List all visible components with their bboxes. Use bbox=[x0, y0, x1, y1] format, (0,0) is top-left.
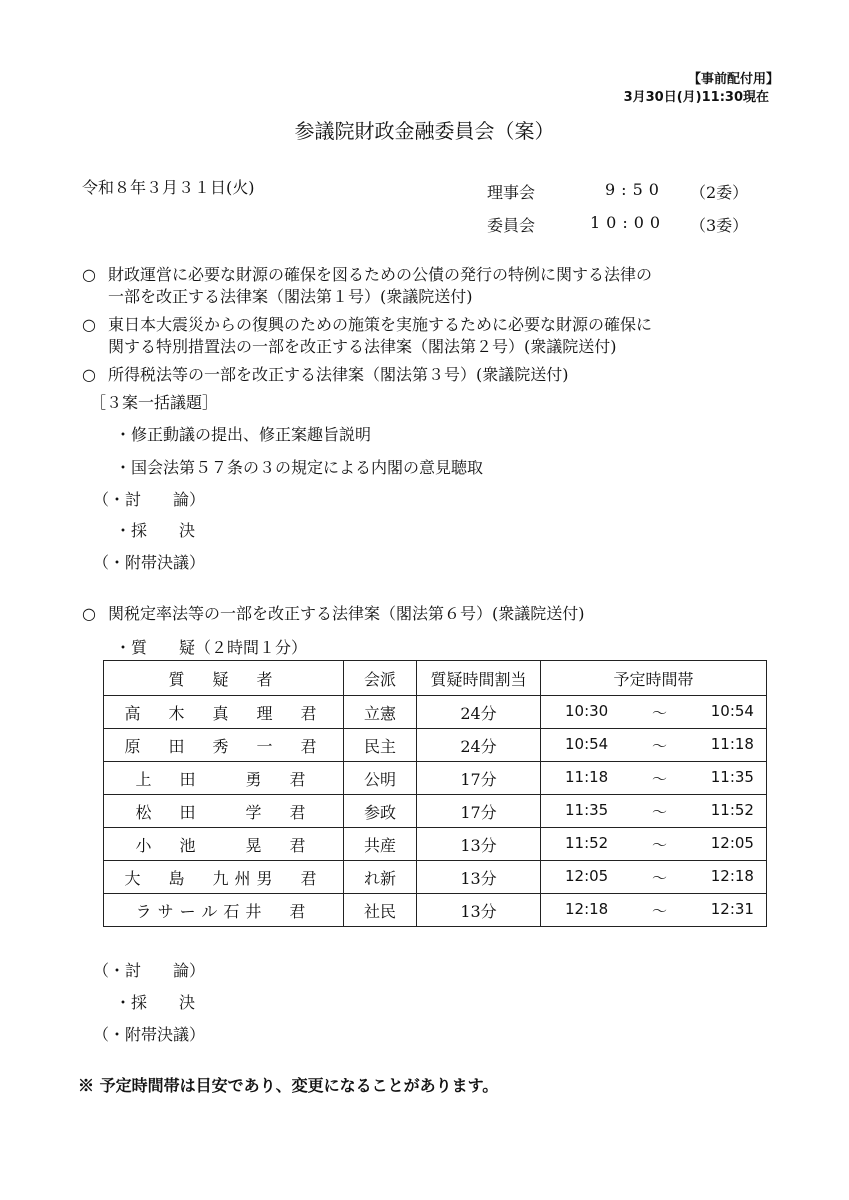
time-slot bbox=[541, 861, 767, 894]
slot-separator: ～ bbox=[651, 901, 667, 920]
table-row bbox=[104, 729, 767, 762]
slot-end: 12:18 bbox=[710, 866, 754, 885]
slot-separator: ～ bbox=[651, 835, 667, 854]
table-row bbox=[104, 828, 767, 861]
slot-end: 11:18 bbox=[710, 734, 754, 753]
agenda-item-2 bbox=[82, 314, 652, 358]
slot-end: 12:05 bbox=[710, 833, 754, 852]
slot-start: 12:05 bbox=[565, 866, 609, 885]
meeting-date: 令和８年３月３１日(火) bbox=[82, 178, 255, 197]
table-header-row bbox=[104, 661, 767, 696]
step-vote-2: ・採 決 bbox=[115, 993, 196, 1012]
step-debate: （・討 論） bbox=[93, 490, 206, 509]
circle-marker: ○ bbox=[82, 315, 96, 334]
questioner-name: 原 田 秀 一 君 bbox=[104, 729, 344, 762]
faction: れ新 bbox=[344, 861, 417, 894]
faction: 社民 bbox=[344, 894, 417, 927]
header-timeslot: 予定時間帯 bbox=[541, 661, 767, 696]
agenda-item-4-text: 関税定率法等の一部を改正する法律案（閣法第６号）(衆議院送付) bbox=[108, 604, 585, 623]
step-amendment: ・修正動議の提出、修正案趣旨説明 bbox=[115, 425, 372, 444]
step-resolution: （・附帯決議） bbox=[93, 553, 206, 572]
schedule-label-committee: 委員会 bbox=[487, 216, 536, 235]
slot-end: 11:35 bbox=[710, 767, 754, 786]
table-row bbox=[104, 795, 767, 828]
slot-separator: ～ bbox=[651, 868, 667, 887]
faction: 立憲 bbox=[344, 696, 417, 729]
time-allocation: 13分 bbox=[417, 828, 541, 861]
slot-start: 11:18 bbox=[565, 767, 609, 786]
bracket-heading: ［３案一括議題］ bbox=[90, 393, 219, 412]
agenda-item-1 bbox=[82, 264, 652, 308]
agenda-item-3 bbox=[82, 364, 569, 386]
page-title: 参議院財政金融委員会（案） bbox=[294, 119, 555, 143]
time-slot bbox=[541, 795, 767, 828]
slot-separator: ～ bbox=[651, 802, 667, 821]
time-slot bbox=[541, 894, 767, 927]
faction: 共産 bbox=[344, 828, 417, 861]
schedule-label-board: 理事会 bbox=[487, 183, 536, 202]
slot-separator: ～ bbox=[651, 736, 667, 755]
circle-marker: ○ bbox=[82, 265, 96, 284]
slot-start: 10:54 bbox=[565, 734, 609, 753]
time-allocation: 17分 bbox=[417, 762, 541, 795]
time-allocation: 13分 bbox=[417, 861, 541, 894]
schedule-room-committee: （3委） bbox=[690, 216, 749, 235]
questioner-table bbox=[103, 660, 767, 927]
slot-separator: ～ bbox=[651, 769, 667, 788]
header-questioner: 質 疑 者 bbox=[104, 661, 344, 696]
slot-start: 11:52 bbox=[565, 833, 609, 852]
time-slot bbox=[541, 696, 767, 729]
questioner-name: 高 木 真 理 君 bbox=[104, 696, 344, 729]
agenda-item-2-line2: 関する特別措置法の一部を改正する法律案（閣法第２号）(衆議院送付) bbox=[108, 337, 617, 356]
slot-start: 12:18 bbox=[565, 899, 609, 918]
faction: 公明 bbox=[344, 762, 417, 795]
agenda-item-3-line1: 所得税法等の一部を改正する法律案（閣法第３号）(衆議院送付) bbox=[108, 365, 569, 384]
questioner-name: 大 島 九州男 君 bbox=[104, 861, 344, 894]
time-slot bbox=[541, 828, 767, 861]
distribution-tag: 【事前配付用】 bbox=[687, 72, 779, 87]
slot-separator: ～ bbox=[651, 703, 667, 722]
timestamp: 3月30日(月)11:30現在 bbox=[623, 90, 769, 105]
circle-marker: ○ bbox=[82, 365, 96, 384]
schedule-time-committee: 10:00 bbox=[590, 213, 667, 232]
questioner-name: 上 田 勇 君 bbox=[104, 762, 344, 795]
questioner-name: ラサール石井 君 bbox=[104, 894, 344, 927]
schedule-room-board: （2委） bbox=[690, 183, 749, 202]
time-slot bbox=[541, 729, 767, 762]
step-debate-2: （・討 論） bbox=[93, 961, 206, 980]
header-faction: 会派 bbox=[344, 661, 417, 696]
agenda-item-4 bbox=[82, 603, 585, 625]
faction: 民主 bbox=[344, 729, 417, 762]
step-vote: ・採 決 bbox=[115, 521, 196, 540]
table-row bbox=[104, 762, 767, 795]
slot-start: 10:30 bbox=[565, 701, 609, 720]
table-row bbox=[104, 894, 767, 927]
qa-label: ・質 疑（２時間１分） bbox=[115, 638, 308, 657]
slot-end: 12:31 bbox=[710, 899, 754, 918]
table-row bbox=[104, 861, 767, 894]
time-allocation: 24分 bbox=[417, 729, 541, 762]
slot-end: 11:52 bbox=[710, 800, 754, 819]
step-cabinet-opinion: ・国会法第５７条の３の規定による内閣の意見聴取 bbox=[115, 458, 484, 477]
time-allocation: 17分 bbox=[417, 795, 541, 828]
footnote: ※ 予定時間帯は目安であり、変更になることがあります。 bbox=[78, 1076, 499, 1095]
table-row bbox=[104, 696, 767, 729]
time-slot bbox=[541, 762, 767, 795]
questioner-name: 小 池 晃 君 bbox=[104, 828, 344, 861]
schedule-time-board: 9:50 bbox=[605, 180, 665, 199]
time-allocation: 13分 bbox=[417, 894, 541, 927]
agenda-item-1-line2: 一部を改正する法律案（閣法第１号）(衆議院送付) bbox=[108, 287, 473, 306]
faction: 参政 bbox=[344, 795, 417, 828]
slot-end: 10:54 bbox=[710, 701, 754, 720]
slot-start: 11:35 bbox=[565, 800, 609, 819]
agenda-item-1-line1: 財政運営に必要な財源の確保を図るための公債の発行の特例に関する法律の bbox=[108, 265, 653, 284]
circle-marker: ○ bbox=[82, 604, 96, 623]
header-allocation: 質疑時間割当 bbox=[417, 661, 541, 696]
time-allocation: 24分 bbox=[417, 696, 541, 729]
questioner-name: 松 田 学 君 bbox=[104, 795, 344, 828]
agenda-item-2-line1: 東日本大震災からの復興のための施策を実施するために必要な財源の確保に bbox=[108, 315, 653, 334]
step-resolution-2: （・附帯決議） bbox=[93, 1025, 206, 1044]
